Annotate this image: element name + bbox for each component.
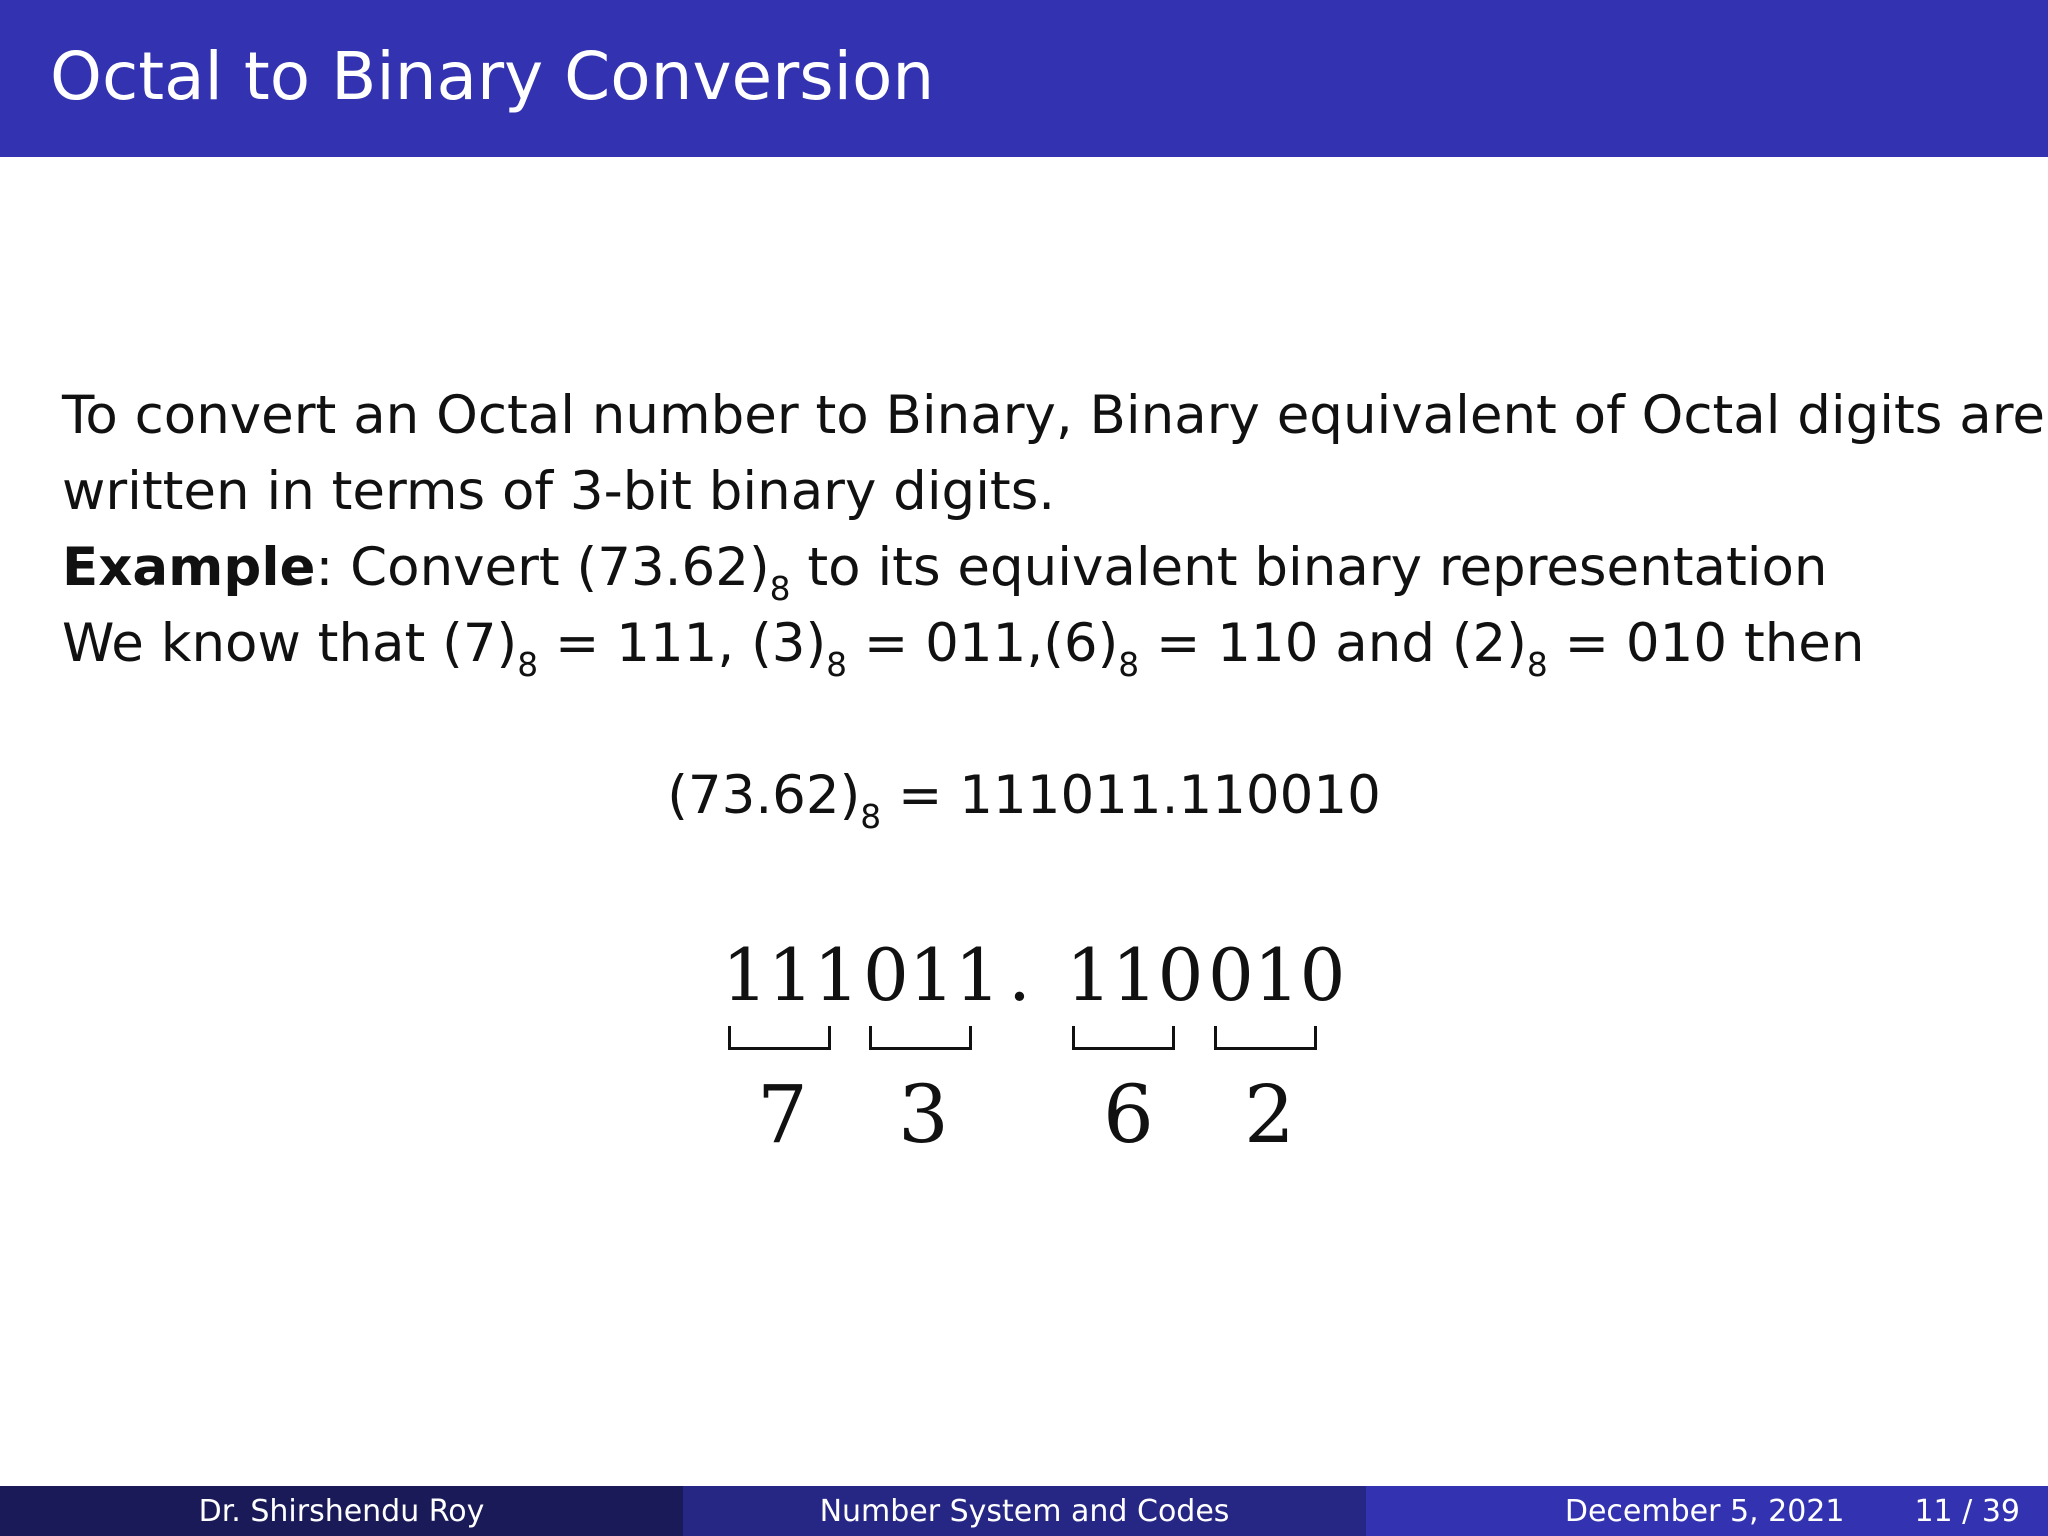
footer-topic <box>683 1486 1366 1536</box>
body-line-2: written in terms of 3-bit binary digits. <box>62 461 1056 522</box>
equation-lhs: (73.62) <box>667 765 861 826</box>
example-text: : Convert (73.62) <box>315 537 770 598</box>
known-part-1: = 111, (3) <box>538 613 827 674</box>
group-brace-3 <box>1072 1026 1175 1050</box>
footer-bar <box>0 1486 2048 1536</box>
bit-group-1: 111 <box>722 933 860 1017</box>
title-bar <box>0 0 2048 157</box>
radix-point: . <box>1008 933 1031 1017</box>
known-part-2: = 011,(6) <box>847 613 1119 674</box>
footer-author <box>0 1486 683 1536</box>
known-part-3: = 110 and (2) <box>1139 613 1527 674</box>
known-base-2: 8 <box>826 644 848 684</box>
bit-group-3: 110 <box>1066 933 1204 1017</box>
slide-title: Octal to Binary Conversion <box>50 38 935 115</box>
octal-digit-7: 7 <box>757 1068 808 1161</box>
example-label: Example <box>62 537 316 598</box>
group-brace-2 <box>869 1026 972 1050</box>
known-part-4: = 010 then <box>1547 613 1865 674</box>
group-brace-4 <box>1214 1026 1317 1050</box>
known-values-line <box>62 606 2022 682</box>
bit-group-2: 011 <box>863 933 1001 1017</box>
page-number: 11 / 39 <box>1914 1493 2020 1529</box>
author-name: Dr. Shirshendu Roy <box>198 1493 485 1529</box>
known-prefix: We know that (7) <box>62 613 518 674</box>
group-brace-1 <box>728 1026 831 1050</box>
example-base: 8 <box>769 568 791 608</box>
example-rest: to its equivalent binary representation <box>790 537 1828 598</box>
octal-digit-2: 2 <box>1244 1068 1295 1161</box>
bit-group-4: 010 <box>1208 933 1346 1017</box>
result-equation <box>0 758 2048 834</box>
equation-base: 8 <box>860 796 882 836</box>
octal-digit-3: 3 <box>898 1068 949 1161</box>
octal-digit-6: 6 <box>1103 1068 1154 1161</box>
footer-date-page <box>1366 1486 2048 1536</box>
known-base-4: 8 <box>1526 644 1548 684</box>
slide-body <box>62 378 2045 684</box>
example-line <box>62 530 2022 606</box>
equation-rhs: = 111011.110010 <box>881 765 1381 826</box>
body-line-1: To convert an Octal number to Binary, Binary equivalent of Octal digits are <box>62 385 2045 446</box>
known-base-3: 8 <box>1118 644 1140 684</box>
presentation-topic: Number System and Codes <box>819 1493 1230 1529</box>
known-base-1: 8 <box>517 644 539 684</box>
presentation-date: December 5, 2021 <box>1564 1493 1845 1529</box>
